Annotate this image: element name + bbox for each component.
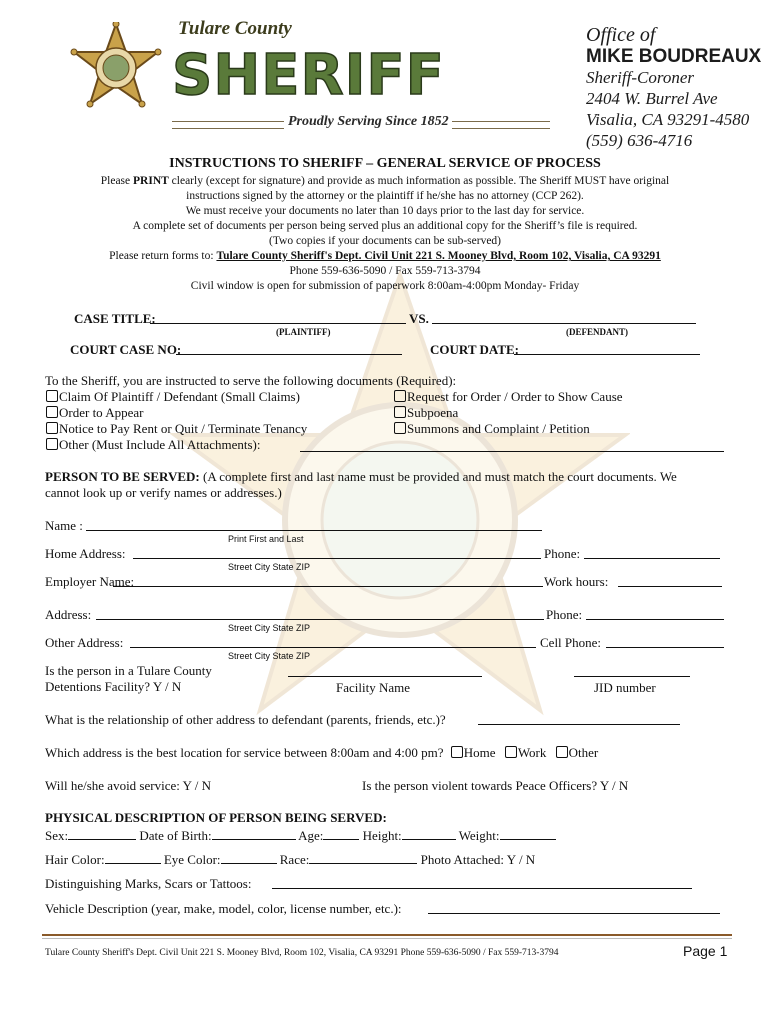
checkbox[interactable] <box>46 438 58 450</box>
office-city: Visalia, CA 93291-4580 <box>586 110 750 129</box>
relationship-field[interactable] <box>478 712 680 725</box>
work-hours-field[interactable] <box>618 574 722 587</box>
doc-other-field[interactable] <box>300 439 724 452</box>
person-note: cannot look up or verify names or addresses.) <box>45 485 282 500</box>
motto: Proudly Serving Since 1852 <box>288 114 449 129</box>
checkbox[interactable] <box>394 422 406 434</box>
age-field[interactable] <box>323 827 359 840</box>
home-phone-field[interactable] <box>584 546 720 559</box>
name-field[interactable] <box>86 518 542 531</box>
office-street: 2404 W. Burrel Ave <box>586 89 718 108</box>
height-field[interactable] <box>402 827 456 840</box>
instruction-line-7: Phone 559-636-5090 / Fax 559-713-3794 <box>289 265 481 277</box>
office-of: Office of <box>586 24 656 46</box>
violent-question: Is the person violent towards Peace Officers? Y / N <box>362 778 629 793</box>
footer-rule <box>42 934 732 936</box>
doc-summons-option[interactable]: Summons and Complaint / Petition <box>394 421 590 437</box>
case-title-label: CASE TITLE: <box>74 311 156 326</box>
page-number: Page 1 <box>683 943 728 959</box>
defendant-caption: (DEFENDANT) <box>566 327 628 337</box>
vehicle-label: Vehicle Description (year, make, model, color, license number, etc.): <box>45 901 402 916</box>
dob-field[interactable] <box>212 827 296 840</box>
office-role: Sheriff-Coroner <box>586 68 694 87</box>
court-date-field[interactable] <box>514 342 700 355</box>
person-heading: PERSON TO BE SERVED: (A complete first and last name must be provided and must match the court documents. We <box>45 469 677 484</box>
eye-field[interactable] <box>221 851 277 864</box>
checkbox[interactable] <box>46 390 58 402</box>
home-phone-label: Phone: <box>544 546 581 561</box>
instruction-line-8: Civil window is open for submission of paperwork 8:00am-4:00pm Monday- Friday <box>190 280 580 292</box>
checkbox[interactable] <box>394 406 406 418</box>
county-title: Tulare County <box>178 18 292 39</box>
race-field[interactable] <box>309 851 417 864</box>
other-address-field[interactable] <box>130 635 536 648</box>
work-hours-label: Work hours: <box>544 574 609 589</box>
home-address-field[interactable] <box>133 546 541 559</box>
vehicle-field[interactable] <box>428 901 720 914</box>
checkbox[interactable] <box>394 390 406 402</box>
instruction-line-3: We must receive your documents no later than 10 days prior to the last day for service. <box>185 205 585 217</box>
home-checkbox[interactable] <box>451 746 463 758</box>
other-address-caption: Street City State ZIP <box>228 651 311 661</box>
instruction-line-4: A complete set of documents per person being served plus an additional copy for the Sheriff’s file is required. <box>132 220 638 232</box>
other-checkbox[interactable] <box>556 746 568 758</box>
checkbox[interactable] <box>46 422 58 434</box>
court-case-label: COURT CASE NO: <box>70 342 182 357</box>
avoid-service-question: Will he/she avoid service: Y / N <box>45 778 212 793</box>
employer-field[interactable] <box>113 574 543 587</box>
office-phone: (559) 636-4716 <box>586 131 693 150</box>
documents-intro: To the Sheriff, you are instructed to serve the following documents (Required): <box>45 373 457 388</box>
marks-field[interactable] <box>272 876 692 889</box>
work-address-label: Address: <box>45 607 92 622</box>
facility-caption: Facility Name <box>336 680 411 695</box>
instruction-line-6: Please return forms to: Tulare County Sheriff's Dept. Civil Unit 221 S. Mooney Blvd, Room 102, Visalia, CA 93291 <box>109 250 661 262</box>
defendant-field[interactable] <box>432 311 696 324</box>
doc-request-order-option[interactable]: Request for Order / Order to Show Cause <box>394 389 623 405</box>
detention-question-2: Detentions Facility? Y / N <box>45 679 182 694</box>
work-checkbox[interactable] <box>505 746 517 758</box>
home-address-label: Home Address: <box>45 546 126 561</box>
cell-phone-label: Cell Phone: <box>540 635 602 650</box>
physical-heading: PHYSICAL DESCRIPTION OF PERSON BEING SERVED: <box>45 810 387 825</box>
home-address-caption: Street City State ZIP <box>228 562 311 572</box>
doc-order-appear-option[interactable]: Order to Appear <box>46 405 143 421</box>
court-date-label: COURT DATE: <box>430 342 519 357</box>
form-title: INSTRUCTIONS TO SHERIFF – GENERAL SERVICE OF PROCESS <box>169 156 601 171</box>
cell-phone-field[interactable] <box>606 635 724 648</box>
footer-address: Tulare County Sheriff's Dept. Civil Unit 221 S. Mooney Blvd, Room 102, Visalia, CA 93291 Phone 559-636-5090 / Fax 559-713-3794 <box>45 948 559 958</box>
sheriff-badge-icon <box>70 22 162 122</box>
instruction-line-5: (Two copies if your documents can be sub-served) <box>269 235 501 247</box>
vs-label: VS. <box>409 311 429 326</box>
jid-field[interactable] <box>574 664 690 677</box>
physical-row-2: Hair Color: Eye Color: Race: Photo Attached: Y / N <box>45 852 536 867</box>
doc-notice-rent-option[interactable]: Notice to Pay Rent or Quit / Terminate Tenancy <box>46 421 307 437</box>
instruction-line-2: instructions signed by the attorney or the plaintiff if he/she has no attorney (CCP 262). <box>186 190 584 202</box>
jid-caption: JID number <box>594 680 656 695</box>
sex-field[interactable] <box>68 827 136 840</box>
work-phone-label: Phone: <box>546 607 583 622</box>
work-address-field[interactable] <box>96 607 544 620</box>
sheriff-logo-text: SHERIFF <box>172 43 445 108</box>
court-case-field[interactable] <box>176 342 402 355</box>
relationship-question: What is the relationship of other address to defendant (parents, friends, etc.)? <box>45 712 446 727</box>
physical-row-1: Sex: Date of Birth: Age: Height: Weight: <box>45 827 556 844</box>
employer-label: Employer Name: <box>45 574 135 589</box>
marks-label: Distinguishing Marks, Scars or Tattoos: <box>45 876 252 891</box>
weight-field[interactable] <box>500 827 556 840</box>
office-name: MIKE BOUDREAUX <box>586 46 762 67</box>
best-location-row: Which address is the best location for service between 8:00am and 4:00 pm? Home Work Other <box>45 745 599 760</box>
instruction-line-1: Please PRINT clearly (except for signature) and provide as much information as possible. The Sheriff MUST have original <box>100 175 670 187</box>
doc-other-option[interactable]: Other (Must Include All Attachments): <box>46 437 260 453</box>
work-phone-field[interactable] <box>586 607 724 620</box>
name-caption: Print First and Last <box>228 534 304 544</box>
detention-question-1: Is the person in a Tulare County <box>45 663 212 678</box>
motto-rule-right <box>452 121 550 129</box>
case-title-field[interactable] <box>150 311 406 324</box>
facility-name-field[interactable] <box>288 664 482 677</box>
hair-field[interactable] <box>105 851 161 864</box>
motto-rule-left <box>172 121 284 129</box>
doc-claim-option[interactable]: Claim Of Plaintiff / Defendant (Small Claims) <box>46 389 300 405</box>
footer-rule-thin <box>42 938 732 939</box>
name-label: Name : <box>45 518 83 533</box>
work-address-caption: Street City State ZIP <box>228 623 311 633</box>
other-address-label: Other Address: <box>45 635 124 650</box>
checkbox[interactable] <box>46 406 58 418</box>
doc-subpoena-option[interactable]: Subpoena <box>394 405 458 421</box>
plaintiff-caption: (PLAINTIFF) <box>276 327 331 337</box>
